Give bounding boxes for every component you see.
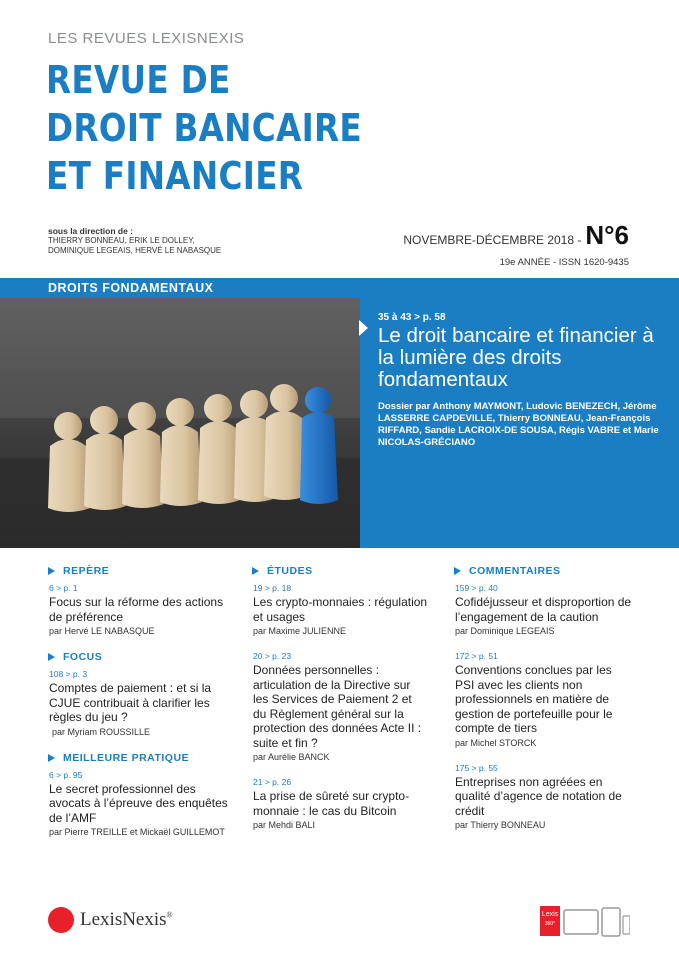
journal-title [46, 56, 390, 200]
section-header-commentaires [454, 565, 634, 577]
section-header-focus [48, 651, 238, 663]
title-line: ET FINANCIER [46, 154, 304, 198]
article-author: par Aurélie BANCK [253, 752, 330, 762]
section-title: MEILLEURE PRATIQUE [63, 751, 190, 764]
triangle-icon [252, 567, 259, 575]
article-item[interactable] [252, 651, 428, 763]
article-ref: 6 > p. 1 [49, 583, 78, 593]
theme-bar: DROITS FONDAMENTAUX [0, 278, 360, 298]
article-title: Conventions conclues par les PSI avec les clients non professionnels en matière de gestion de portefeuille pour le compte de tiers [455, 663, 613, 735]
article-title: La prise de sûreté sur crypto-monnaie : le cas du Bitcoin [253, 789, 410, 818]
direction-names: DOMINIQUE LEGEAIS, HERVÉ LE NABASQUE [48, 246, 222, 255]
cover-photo [0, 298, 360, 548]
article-item[interactable] [48, 770, 238, 839]
article-title: Données personnelles : articulation de la Directive sur les Services de Paiement 2 et du Règlement général sur la protection des données Acte II : suite et fin ? [253, 663, 422, 750]
issue-year: 19e ANNÉE - ISSN 1620-9435 [499, 257, 629, 268]
feature-dossier[interactable] [360, 278, 679, 548]
issue-number: N°6 [585, 220, 629, 250]
feature-title: Le droit bancaire et financier à la lumière des droits fondamentaux [378, 324, 654, 391]
article-title: Focus sur la réforme des actions de préférence [49, 595, 224, 624]
publisher-logo [48, 907, 173, 933]
article-item[interactable] [252, 583, 428, 637]
section-header-repere [48, 565, 238, 577]
publisher-name [80, 909, 173, 931]
article-ref: 108 > p. 3 [49, 669, 88, 679]
article-item[interactable] [252, 777, 428, 831]
article-item[interactable] [48, 583, 238, 637]
triangle-icon [48, 653, 55, 661]
article-author: par Thierry BONNEAU [455, 820, 546, 830]
direction-label: sous la direction de : [48, 226, 134, 236]
article-author: par Mehdi BALI [253, 820, 316, 830]
title-line: REVUE DE [46, 58, 231, 102]
article-title: Entreprises non agréées en qualité d’agence de notation de crédit [455, 774, 622, 818]
article-item[interactable] [454, 763, 634, 832]
article-title: Les crypto-monnaies : régulation et usages [253, 595, 428, 624]
section-title: COMMENTAIRES [469, 565, 561, 577]
article-ref: 172 > p. 51 [455, 651, 498, 661]
section-header-etudes [252, 565, 428, 577]
direction-names: THIERRY BONNEAU, ERIK LE DOLLEY, [48, 236, 195, 245]
article-item[interactable] [454, 651, 634, 749]
article-author: par Maxime JULIENNE [253, 626, 347, 636]
issue-info [403, 220, 629, 268]
lexisnexis-mark-icon [48, 907, 74, 933]
article-item[interactable] [48, 669, 238, 738]
column-commentaires [454, 565, 634, 845]
section-title: FOCUS [63, 651, 103, 663]
series-name: LES REVUES LEXISNEXIS [48, 30, 245, 47]
section-header-meilleure-pratique [48, 752, 238, 764]
article-title: Comptes de paiement : et si la CJUE contribuait à clarifier les règles du jeu ? [49, 681, 212, 724]
article-title: Cofidéjusseur et disproportion de l’engagement de la caution [455, 595, 632, 624]
article-item[interactable] [454, 583, 634, 637]
feature-authors: Dossier par Anthony MAYMONT, Ludovic BENEZECH, Jérôme LASSERRE CAPDEVILLE, Thierry BONNEAU, Jean-François RIFFARD, Sandie LACROIX-DE SOUSA, Régis VABRE et Marie NICOLAS-GRÉCIANO [378, 401, 659, 448]
article-ref: 21 > p. 26 [253, 777, 292, 787]
publisher-text: LexisNexis [80, 909, 167, 930]
triangle-icon [48, 567, 55, 575]
article-title: Le secret professionnel des avocats à l’épreuve des enquêtes de l’AMF [49, 781, 228, 825]
feature-ref: 35 à 43 > p. 58 [378, 312, 446, 323]
article-ref: 159 > p. 40 [455, 583, 498, 593]
issue-date: NOVEMBRE-DÉCEMBRE 2018 - [403, 233, 582, 247]
article-author: par Myriam ROUSSILLE [52, 726, 151, 737]
triangle-icon [48, 754, 55, 762]
badge-line1: Lexis [541, 911, 559, 918]
title-line: DROIT BANCAIRE [46, 106, 362, 150]
article-author: par Michel STORCK [455, 737, 537, 748]
section-title: REPÈRE [63, 565, 110, 577]
article-author: par Hervé LE NABASQUE [49, 626, 155, 636]
column-etudes [252, 565, 428, 845]
pointer-notch [359, 320, 368, 336]
badge-line2: 360° [544, 921, 556, 927]
editorial-direction [48, 226, 221, 256]
registered-mark: ® [166, 910, 173, 920]
article-ref: 175 > p. 55 [455, 762, 498, 773]
figures-illustration [0, 298, 360, 548]
section-title: ÉTUDES [267, 565, 313, 577]
article-ref: 19 > p. 18 [253, 583, 292, 593]
article-ref: 20 > p. 23 [253, 651, 292, 661]
column-repere-focus [48, 565, 238, 852]
article-author: par Dominique LEGEAIS [455, 626, 555, 636]
article-ref: 6 > p. 95 [49, 769, 83, 780]
article-author: par Pierre TREILLE et Mickaël GUILLEMOT [49, 827, 225, 837]
triangle-icon [454, 567, 461, 575]
lexis360-devices-icon [540, 904, 630, 938]
